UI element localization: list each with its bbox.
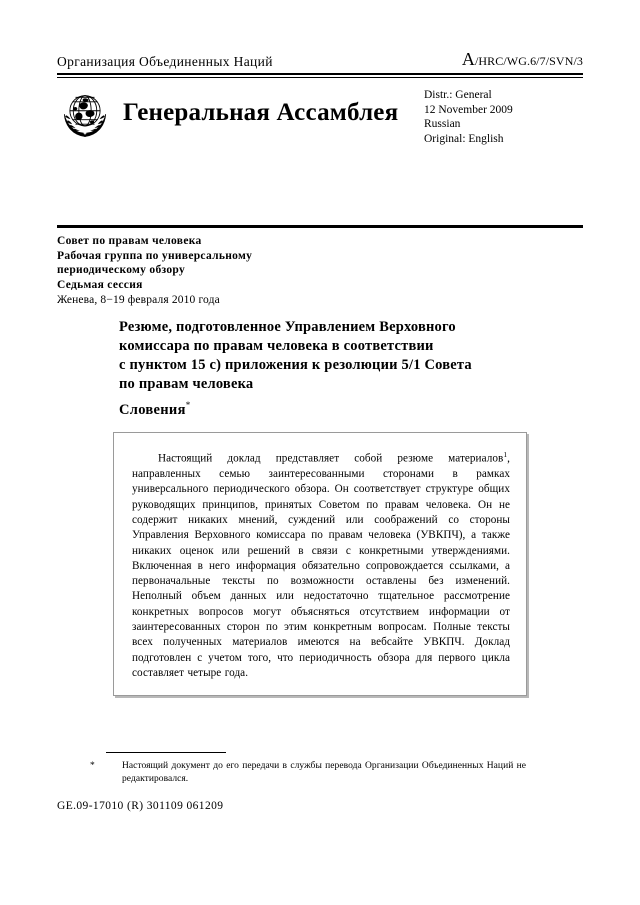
council-name: Совет по правам человека — [57, 235, 202, 247]
masthead — [57, 50, 583, 78]
distribution-type: Distr.: General — [424, 89, 492, 101]
session-number: Седьмая сессия — [57, 278, 143, 291]
distribution-language: Russian — [424, 118, 461, 130]
footnote-body — [90, 760, 526, 786]
page-title-line-3: с пунктом 15 c) приложения к резолюции 5/1 Совета — [119, 357, 472, 373]
abstract-text — [114, 433, 526, 695]
page-title-line-1: Резюме, подготовленное Управлением Верховного — [119, 319, 456, 335]
country-heading — [119, 400, 191, 419]
country-footnote-marker: * — [185, 400, 191, 410]
distribution-original: Original: English — [424, 132, 504, 145]
footnote-separator — [106, 752, 226, 753]
abstract-box — [113, 432, 527, 696]
footnote-marker: * — [90, 761, 95, 771]
distribution-date: 12 November 2009 — [424, 103, 513, 116]
footnote — [90, 760, 526, 786]
working-group-line-1: Рабочая группа по универсальному — [57, 249, 253, 262]
page-title — [119, 318, 539, 394]
session-info — [57, 234, 477, 308]
general-assembly-title: Генеральная Ассамблея — [123, 99, 399, 126]
abstract-footnote-reference: 1 — [503, 450, 508, 459]
session-venue-dates: Женева, 8−19 февраля 2010 года — [57, 294, 220, 306]
masthead-row — [57, 50, 583, 70]
page-title-line-4: по правам человека — [119, 376, 254, 392]
masthead-rule — [57, 73, 583, 78]
footnote-text: Настоящий документ до его передачи в службы перевода Организации Объединенных Наций не редактировался. — [122, 761, 526, 784]
distribution-info — [424, 88, 513, 146]
abstract-text-part-1: Настоящий доклад представляет собой резюме материалов — [158, 452, 504, 465]
organization-name: Организация Объединенных Наций — [57, 54, 273, 69]
abstract-text-part-2: , направленных семью заинтересованными сторонами в рамках универсального периодического обзора. Он соответствует структуре общих руководящих принципов, принятых Советом по правам человека. Он не содержит никаких мнений, суждений или соображений со стороны Управления Верховного комиссара по правам человека (УВКПЧ), а также никаких оценок или решений в связи с конкретными утверждениями. Включенная в него информация обязательно сопровождается ссылками, а первоначальные тексты по возможности оставлены без изменений. Неполный объем данных или недостаточно тщательное рассмотрение конкретных вопросов могут объясняться отсутствием информации от заинтересованных сторон по этим конкретным вопросам. Полные тексты всех полученных материалов имеются на вебсайте УВКПЧ. Доклад подготовлен с учетом того, что периодичность обзора для первого цикла составляет четыре года. — [132, 452, 510, 679]
section-divider-rule — [57, 225, 583, 228]
job-number: GE.09-17010 (R) 301109 061209 — [57, 800, 224, 812]
document-symbol-initial: A — [461, 49, 475, 69]
country-name: Словения — [119, 401, 186, 418]
document-symbol — [462, 50, 583, 70]
un-emblem-icon — [57, 85, 113, 141]
working-group-line-2: периодическому обзору — [57, 264, 186, 276]
general-assembly-block — [57, 82, 417, 144]
page-title-line-2: комиссара по правам человека в соответствии — [119, 338, 434, 354]
document-symbol-rest: /HRC/WG.6/7/SVN/3 — [474, 54, 583, 68]
